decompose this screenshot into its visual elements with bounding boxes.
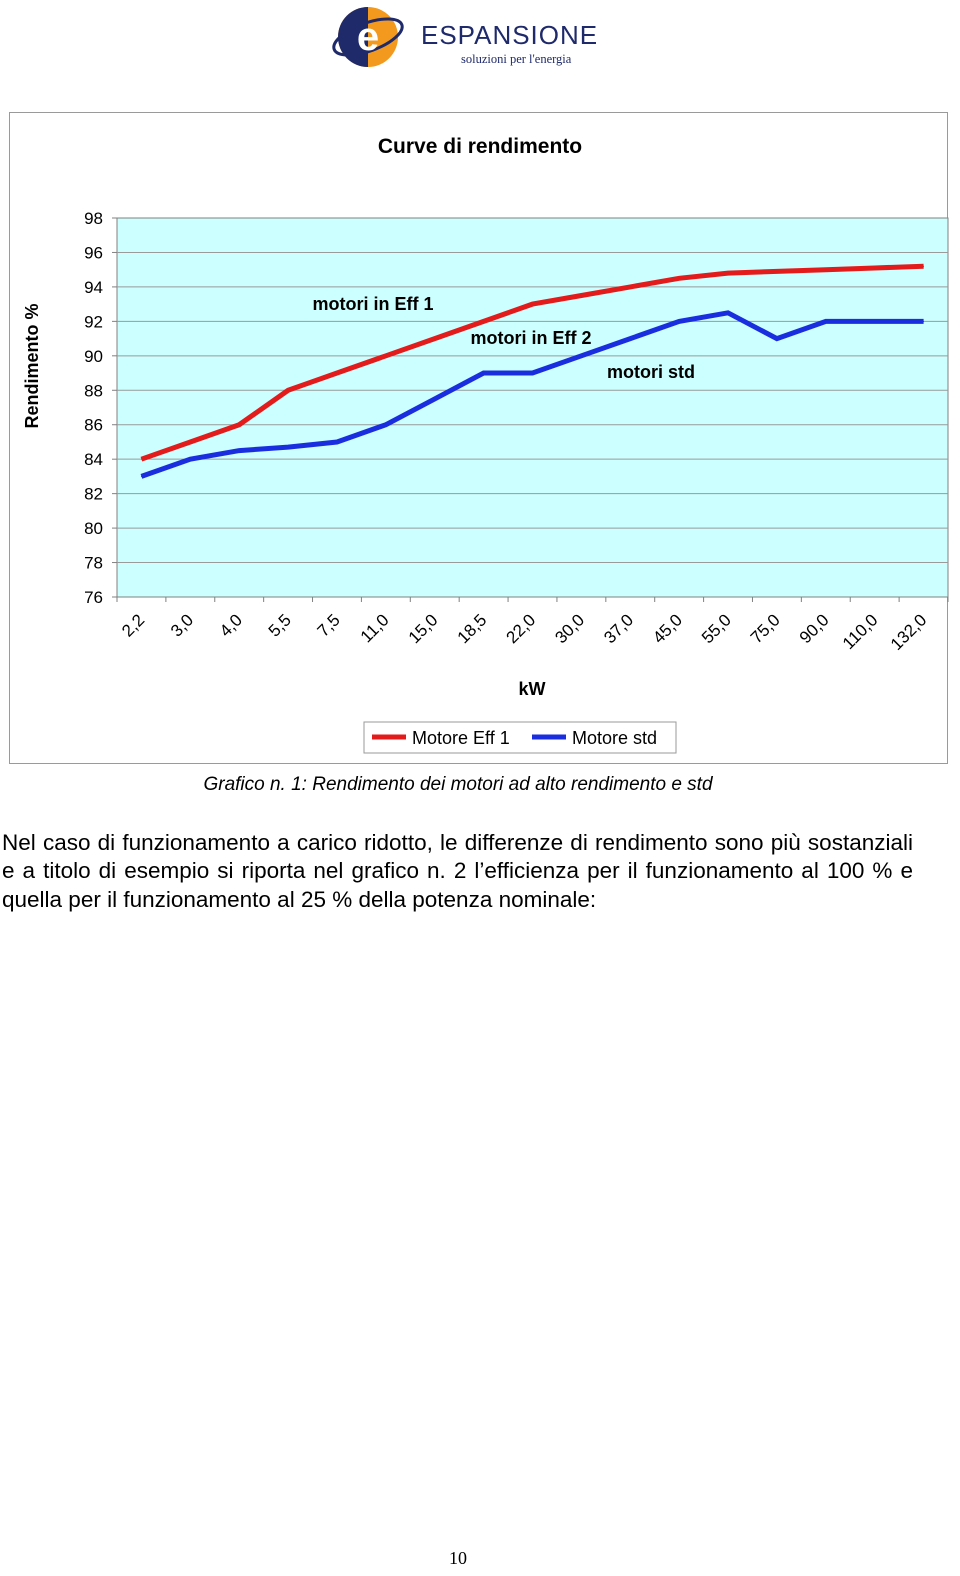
x-tick-label: 4,0 bbox=[215, 610, 247, 641]
x-tick-label: 22,0 bbox=[502, 610, 540, 648]
data-point bbox=[630, 338, 631, 339]
espansione-logo-icon bbox=[328, 4, 418, 70]
x-tick-label: 15,0 bbox=[404, 610, 442, 648]
data-point bbox=[336, 441, 337, 442]
y-tick-label: 96 bbox=[84, 243, 103, 263]
data-point bbox=[239, 424, 240, 425]
data-point bbox=[874, 267, 875, 268]
x-axis-label: kW bbox=[518, 679, 546, 699]
data-point bbox=[190, 459, 191, 460]
data-point bbox=[679, 278, 680, 279]
logo-tagline: soluzioni per l'energia bbox=[461, 52, 572, 66]
x-tick-label: 132,0 bbox=[886, 610, 931, 654]
y-tick-label: 80 bbox=[84, 519, 103, 539]
data-point bbox=[581, 295, 582, 296]
x-tick-label: 7,5 bbox=[313, 610, 344, 641]
chart-title: Curve di rendimento bbox=[377, 135, 583, 158]
x-tick-label: 3,0 bbox=[167, 610, 198, 641]
data-point bbox=[728, 312, 729, 313]
data-point bbox=[728, 273, 729, 274]
y-axis-ticks bbox=[84, 209, 117, 607]
y-tick-label: 90 bbox=[84, 346, 103, 366]
data-point bbox=[923, 321, 924, 322]
x-axis-ticks bbox=[117, 597, 948, 654]
y-tick-label: 92 bbox=[84, 312, 103, 332]
annotation-eff1: motori in Eff 1 bbox=[312, 294, 434, 314]
x-tick-label: 75,0 bbox=[746, 610, 784, 648]
data-point bbox=[630, 286, 631, 287]
x-tick-label: 11,0 bbox=[356, 610, 393, 647]
data-point bbox=[434, 398, 435, 399]
x-tick-label: 18,5 bbox=[453, 610, 491, 648]
legend bbox=[364, 722, 676, 753]
data-point bbox=[483, 321, 484, 322]
y-axis-label: Rendimento % bbox=[22, 303, 42, 429]
data-point bbox=[141, 476, 142, 477]
data-point bbox=[336, 373, 337, 374]
data-point bbox=[190, 441, 191, 442]
x-tick-label: 90,0 bbox=[795, 610, 833, 648]
annotation-std: motori std bbox=[607, 362, 695, 382]
legend-label-std: Motore std bbox=[572, 728, 658, 748]
data-point bbox=[776, 338, 777, 339]
data-point bbox=[532, 304, 533, 305]
data-point bbox=[874, 321, 875, 322]
data-point bbox=[532, 373, 533, 374]
data-point bbox=[434, 338, 435, 339]
logo-brand: ESPANSIONE bbox=[421, 20, 599, 50]
x-tick-label: 2,2 bbox=[118, 610, 149, 641]
figure-caption: Grafico n. 1: Rendimento dei motori ad alto rendimento e std bbox=[203, 774, 713, 795]
data-point bbox=[385, 424, 386, 425]
annotation-eff2: motori in Eff 2 bbox=[470, 328, 592, 348]
data-point bbox=[776, 271, 777, 272]
chart-frame bbox=[9, 112, 948, 764]
efficiency-chart bbox=[10, 113, 949, 765]
data-point bbox=[239, 450, 240, 451]
x-tick-label: 110,0 bbox=[838, 610, 882, 654]
y-tick-label: 84 bbox=[84, 450, 103, 470]
data-point bbox=[385, 355, 386, 356]
data-point bbox=[679, 321, 680, 322]
page-number: 10 bbox=[449, 1548, 467, 1568]
data-point bbox=[825, 321, 826, 322]
x-tick-label: 30,0 bbox=[551, 610, 589, 648]
data-point bbox=[581, 355, 582, 356]
y-tick-label: 98 bbox=[84, 209, 103, 228]
y-tick-label: 86 bbox=[84, 415, 103, 435]
espansione-logo bbox=[328, 4, 599, 70]
x-tick-label: 37,0 bbox=[600, 610, 638, 648]
y-tick-label: 78 bbox=[84, 553, 103, 573]
body-paragraph: Nel caso di funzionamento a carico ridotto, le differenze di rendimento sono più sostanziali e a titolo di esempio si riporta nel grafico n. 2 l’efficienza per il funzionamento al 100 % e quella per il funzionamento al 25 % della potenza nominale: bbox=[2, 830, 913, 912]
svg-text:e: e bbox=[356, 15, 380, 59]
x-tick-label: 55,0 bbox=[698, 610, 735, 648]
y-tick-label: 88 bbox=[84, 381, 103, 401]
data-point bbox=[141, 459, 142, 460]
data-point bbox=[288, 447, 289, 448]
y-tick-label: 94 bbox=[84, 277, 103, 297]
legend-label-eff1: Motore Eff 1 bbox=[412, 728, 510, 748]
plot-area bbox=[117, 218, 948, 597]
y-tick-label: 82 bbox=[84, 484, 103, 504]
x-tick-label: 5,5 bbox=[264, 610, 295, 641]
data-point bbox=[483, 373, 484, 374]
data-point bbox=[923, 266, 924, 267]
y-tick-label: 76 bbox=[84, 588, 103, 607]
data-point bbox=[288, 390, 289, 391]
data-point bbox=[825, 269, 826, 270]
x-tick-label: 45,0 bbox=[649, 610, 686, 648]
